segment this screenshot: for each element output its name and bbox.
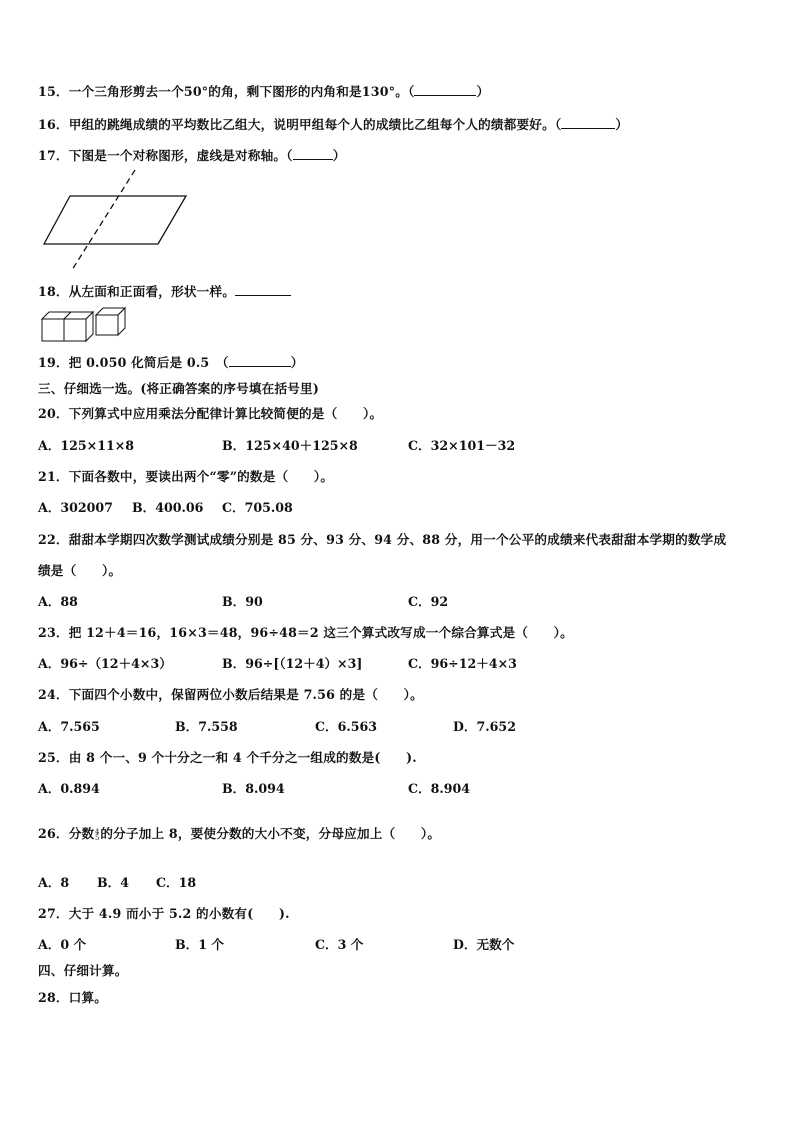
question-17-text: 17．下图是一个对称图形，虚线是对称轴。（	[38, 148, 293, 163]
option-27-a[interactable]: A．0 个	[38, 937, 87, 952]
question-17-close: ）	[332, 148, 346, 163]
option-26-c[interactable]: C．18	[156, 875, 197, 890]
question-28: 28．口算。	[38, 990, 108, 1005]
answer-blank-15[interactable]	[414, 83, 476, 96]
question-15-text: 15．一个三角形剪去一个50°的角，剩下图形的内角和是130°。（	[38, 84, 415, 99]
option-26-a[interactable]: A．8	[38, 875, 70, 890]
question-22: 22．甜甜本学期四次数学测试成绩分别是 85 分、93 分、94 分、88 分，用一个公平的成绩来代表甜甜本学期的数学成	[38, 532, 727, 547]
question-16-close: ）	[615, 117, 629, 132]
question-27: 27．大于 4.9 而小于 5.2 的小数有( ).	[38, 906, 290, 921]
option-27-b[interactable]: B．1 个	[175, 937, 224, 952]
answer-blank-17[interactable]	[293, 147, 333, 160]
cube-face	[42, 319, 64, 341]
option-26-b[interactable]: B．4	[97, 875, 130, 890]
section-3-heading: 三、仔细选一选。(将正确答案的序号填在括号里)	[38, 381, 319, 396]
question-15-close: ）	[476, 84, 490, 99]
answer-blank-16[interactable]	[561, 116, 615, 129]
option-23-a[interactable]: A．96÷（12＋4×3）	[38, 656, 172, 671]
parallelogram-figure	[36, 166, 196, 276]
question-22-cont: 绩是（ ）。	[38, 563, 122, 578]
question-24: 24．下面四个小数中，保留两位小数后结果是 7.56 的是（ ）。	[38, 687, 423, 702]
option-23-c[interactable]: C．96÷12＋4×3	[408, 656, 517, 671]
question-25: 25．由 8 个一、9 个十分之一和 4 个千分之一组成的数是( ).	[38, 750, 417, 765]
option-27-d[interactable]: D．无数个	[453, 937, 515, 952]
question-21: 21．下面各数中，要读出两个“零”的数是（ ）。	[38, 469, 334, 484]
cube-face	[96, 315, 118, 335]
question-19-close: ）	[290, 355, 304, 370]
option-24-d[interactable]: D．7.652	[453, 719, 516, 734]
option-24-c[interactable]: C．6.563	[315, 719, 378, 734]
section-4-heading: 四、仔细计算。	[38, 963, 128, 978]
option-25-b[interactable]: B．8.094	[222, 781, 285, 796]
option-22-c[interactable]: C．92	[408, 594, 449, 609]
option-21-c[interactable]: C．705.08	[222, 500, 293, 515]
option-22-b[interactable]: B．90	[222, 594, 263, 609]
option-24-b[interactable]: B．7.558	[175, 719, 238, 734]
question-26-suffix: 的分子加上 8，要使分数的大小不变，分母应加上（ ）。	[100, 826, 441, 841]
question-19	[38, 354, 303, 371]
question-20: 20．下列算式中应用乘法分配律计算比较简便的是（ ）。	[38, 406, 383, 421]
question-26-prefix: 26．分数	[38, 826, 95, 841]
parallelogram-shape	[44, 196, 186, 244]
question-16	[38, 116, 628, 133]
answer-blank-19[interactable]	[229, 354, 291, 367]
fraction-denominator: 5	[94, 833, 100, 842]
option-20-b[interactable]: B．125×40＋125×8	[222, 438, 358, 453]
fraction-numerator: 4	[94, 827, 100, 836]
option-23-b[interactable]: B．96÷[（12＋4）×3]	[222, 656, 363, 671]
symmetry-axis-dashed	[72, 170, 135, 270]
question-15	[38, 83, 489, 100]
answer-blank-18[interactable]	[235, 283, 291, 296]
option-24-a[interactable]: A．7.565	[38, 719, 100, 734]
option-20-a[interactable]: A．125×11×8	[38, 438, 135, 453]
cube-face	[64, 319, 86, 341]
option-27-c[interactable]: C．3 个	[315, 937, 364, 952]
question-26	[38, 826, 440, 842]
option-21-a[interactable]: A．302007	[38, 500, 113, 515]
option-20-c[interactable]: C．32×101－32	[408, 438, 516, 453]
option-25-a[interactable]: A．0.894	[38, 781, 100, 796]
question-18	[38, 283, 291, 300]
option-21-b[interactable]: B．400.06	[132, 500, 204, 515]
question-18-text: 18．从左面和正面看，形状一样。	[38, 284, 236, 299]
question-19-text: 19．把 0.050 化简后是 0.5 （	[38, 355, 229, 370]
option-25-c[interactable]: C．8.904	[408, 781, 471, 796]
question-16-text: 16．甲组的跳绳成绩的平均数比乙组大，说明甲组每个人的成绩比乙组每个人的绩都要好。（	[38, 117, 562, 132]
question-23: 23．把 12＋4＝16，16×3＝48，96÷48＝2 这三个算式改写成一个综合算式是（ ）。	[38, 625, 573, 640]
cubes-figure	[40, 305, 140, 345]
question-17	[38, 147, 346, 164]
option-22-a[interactable]: A．88	[38, 594, 78, 609]
